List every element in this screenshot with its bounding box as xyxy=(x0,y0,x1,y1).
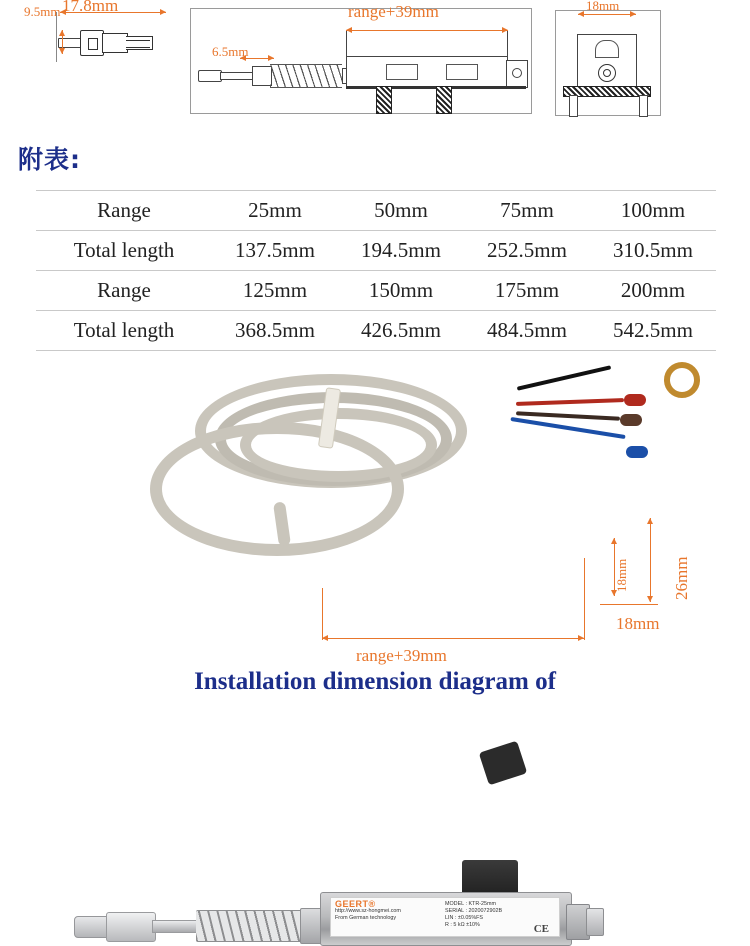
probe-rod-photo xyxy=(152,920,200,933)
left-part-drawing xyxy=(58,16,178,66)
row-label: Total length xyxy=(36,311,212,351)
label-serial: SERIAL : 2020072902B xyxy=(445,908,503,914)
cell: 200mm xyxy=(590,271,716,311)
photo-dim-18-depth: 18mm xyxy=(616,614,660,633)
lug-blue xyxy=(626,446,648,458)
label-url: http://www.sz-hongmei.com xyxy=(335,908,401,914)
return-spring-photo xyxy=(196,910,304,942)
cell: 194.5mm xyxy=(338,231,464,271)
label-resistance: R : 5 kΩ ±10% xyxy=(445,922,480,928)
wire-black xyxy=(517,365,611,390)
cell: 368.5mm xyxy=(212,311,338,351)
brand-name xyxy=(335,901,427,908)
body-inner-shape xyxy=(346,56,508,88)
range-dimension-arrow xyxy=(346,30,508,31)
label-tagline: From German technology xyxy=(335,915,397,921)
cell: 542.5mm xyxy=(590,311,716,351)
callout-line-left xyxy=(322,588,323,640)
end-leg-left xyxy=(569,95,578,117)
end-view-drawing xyxy=(555,10,665,128)
tail-shape xyxy=(126,36,153,50)
cell: 484.5mm xyxy=(464,311,590,351)
table-row xyxy=(36,311,716,351)
dim-spring-offset: 6.5mm xyxy=(212,44,249,59)
photo-dim-26: 26mm xyxy=(672,556,691,600)
wire-red xyxy=(516,398,624,406)
rear-nut xyxy=(586,908,604,936)
dim-end-width: 18mm xyxy=(586,0,620,13)
end-hole-shape xyxy=(512,68,522,78)
ce-mark: CE xyxy=(533,923,549,935)
cell: 100mm xyxy=(590,191,716,231)
dim-left-width: 17.8mm xyxy=(62,0,119,15)
dim-range-total: range+39mm xyxy=(348,2,439,21)
figure-caption: Installation dimension diagram of xyxy=(194,668,556,695)
dim-left-height: 9.5mm xyxy=(24,4,61,19)
center-part-drawing xyxy=(190,8,530,128)
callout-line-right xyxy=(584,558,585,640)
cell: 175mm xyxy=(464,271,590,311)
cell: 50mm xyxy=(338,191,464,231)
label-model: MODEL : KTR-25mm xyxy=(445,901,497,907)
joint-shape xyxy=(80,30,104,56)
row-label: Total length xyxy=(36,231,212,271)
label-linearity: LIN : ±0.05%FS xyxy=(445,915,484,921)
probe-shaft-shape xyxy=(220,72,254,80)
wire-blue xyxy=(510,417,625,439)
probe-cone-photo xyxy=(106,912,156,942)
cell: 125mm xyxy=(212,271,338,311)
row-label: Range xyxy=(36,191,212,231)
cell: 75mm xyxy=(464,191,590,231)
end-dome-shape xyxy=(595,40,619,58)
probe-tip-shape xyxy=(198,70,222,82)
brand-text: GEERT xyxy=(335,899,369,909)
mount-bracket-right xyxy=(436,86,452,114)
end-width-arrow xyxy=(578,14,636,15)
appendix-heading: 附表: xyxy=(18,145,81,174)
height-dimension-arrow xyxy=(62,30,63,54)
wire-sheath xyxy=(479,741,528,786)
end-leg-right xyxy=(639,95,648,117)
cell: 150mm xyxy=(338,271,464,311)
table-row xyxy=(36,191,716,231)
cell: 25mm xyxy=(212,191,338,231)
ring-terminal-icon xyxy=(664,362,700,398)
cell: 252.5mm xyxy=(464,231,590,271)
photo-dim-18-height: 18mm xyxy=(614,558,629,592)
photo-dim-range: range+39mm xyxy=(356,646,447,665)
window-shape-1 xyxy=(386,64,418,80)
technical-drawing-band xyxy=(0,0,750,132)
window-shape-2 xyxy=(446,64,478,80)
cell: 426.5mm xyxy=(338,311,464,351)
callout-line-bottom xyxy=(600,604,658,605)
table-row xyxy=(36,271,716,311)
body-shape xyxy=(102,33,128,53)
spring-shape xyxy=(270,64,342,88)
table-row xyxy=(36,231,716,271)
label-left-block xyxy=(335,901,427,933)
range-length-table xyxy=(36,190,716,351)
brand-registered-mark: ® xyxy=(368,899,376,909)
product-label xyxy=(330,897,560,937)
lug-brown xyxy=(620,414,642,426)
end-bore-shape xyxy=(598,64,616,82)
cell: 137.5mm xyxy=(212,231,338,271)
probe-cone-shape xyxy=(252,66,272,86)
cell: 310.5mm xyxy=(590,231,716,271)
photo-range-arrow xyxy=(322,638,584,639)
row-label: Range xyxy=(36,271,212,311)
lug-red xyxy=(624,394,646,406)
mount-bracket-left xyxy=(376,86,392,114)
probe-tip-photo xyxy=(74,916,110,938)
photo-height-arrow-26 xyxy=(650,518,651,602)
